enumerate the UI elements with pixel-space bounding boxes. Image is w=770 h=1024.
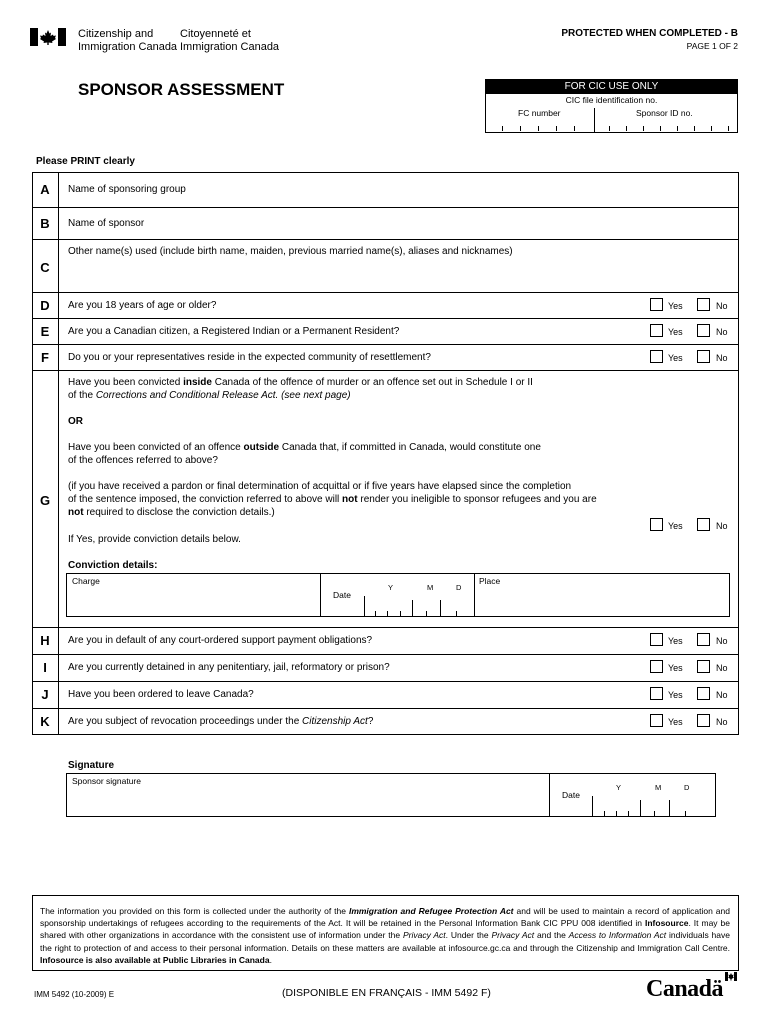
leave-yes-checkbox[interactable] (650, 687, 663, 700)
pardon-note-line1: (if you have received a pardon or final determination of acquittal or if five years have elapsed since the completion (68, 481, 572, 492)
residence-no-label: No (716, 353, 728, 363)
cic-file-id-label: CIC file identification no. (565, 95, 658, 105)
form-title: SPONSOR ASSESSMENT (78, 80, 285, 99)
support-yes-label: Yes (668, 636, 683, 646)
or-label: OR (68, 416, 83, 427)
cic-use-only-box (485, 79, 738, 133)
page-number: PAGE 1 OF 2 (686, 41, 738, 51)
status-yes-label: Yes (668, 327, 683, 337)
status-yes-checkbox[interactable] (650, 324, 663, 337)
department-name-en (78, 28, 177, 54)
conviction-inside-question-line2: of the Corrections and Conditional Release Act. (see next page) (68, 390, 351, 401)
section-letter-h: H (40, 633, 50, 648)
support-no-label: No (716, 636, 728, 646)
conviction-inside-question: Have you been convicted inside Canada of the offence of murder or an offence set out in Schedule I or II (68, 377, 533, 388)
residence-yes-checkbox[interactable] (650, 350, 663, 363)
detained-no-checkbox[interactable] (697, 660, 710, 673)
detained-no-label: No (716, 663, 728, 673)
age-question: Are you 18 years of age or older? (68, 300, 217, 311)
sponsor-name-label: Name of sponsor (68, 218, 145, 229)
section-letter-f: F (41, 350, 49, 365)
status-no-checkbox[interactable] (697, 324, 710, 337)
dept-fr-line1: Citoyenneté et (180, 28, 251, 40)
form-number: IMM 5492 (10-2009) E (34, 990, 115, 999)
conviction-date-input[interactable] (364, 596, 472, 616)
signature-date-m: M (655, 783, 662, 792)
age-no-checkbox[interactable] (697, 298, 710, 311)
letter-column-divider (58, 172, 59, 735)
sponsor-signature-label: Sponsor signature (72, 776, 141, 786)
signature-date-input[interactable] (592, 796, 702, 816)
leave-yes-label: Yes (668, 690, 683, 700)
if-yes-note: If Yes, provide conviction details below. (68, 534, 241, 545)
conviction-date-m: M (427, 583, 434, 592)
pardon-note-line3: not required to disclose the conviction details.) (68, 507, 275, 518)
residence-yes-label: Yes (668, 353, 683, 363)
conviction-date-label: Date (333, 590, 351, 600)
section-letter-e: E (40, 324, 50, 339)
support-yes-checkbox[interactable] (650, 633, 663, 646)
revocation-no-label: No (716, 717, 728, 727)
detained-yes-label: Yes (668, 663, 683, 673)
canada-flag-icon (30, 28, 66, 46)
wordmark-flag-icon (725, 972, 737, 981)
age-yes-checkbox[interactable] (650, 298, 663, 311)
signature-date-d: D (684, 783, 690, 792)
status-question: Are you a Canadian citizen, a Registered Indian or a Permanent Resident? (68, 326, 400, 337)
protected-label: PROTECTED WHEN COMPLETED - B (561, 28, 738, 39)
cic-use-only-heading: FOR CIC USE ONLY (486, 80, 737, 94)
leave-no-checkbox[interactable] (697, 687, 710, 700)
residence-question: Do you or your representatives reside in the expected community of resettlement? (68, 352, 431, 363)
support-no-checkbox[interactable] (697, 633, 710, 646)
signature-title: Signature (68, 760, 115, 771)
conviction-yes-checkbox[interactable] (650, 518, 663, 531)
detained-question: Are you currently detained in any penitentiary, jail, reformatory or prison? (68, 662, 390, 673)
signature-date-label: Date (562, 790, 580, 800)
dept-en-line1: Citizenship and (78, 28, 154, 40)
signature-date-y: Y (616, 783, 622, 792)
revocation-yes-label: Yes (668, 717, 683, 727)
sponsoring-group-input[interactable] (200, 176, 730, 204)
sponsor-name-input[interactable] (160, 210, 730, 236)
conviction-yes-label: Yes (668, 521, 683, 531)
canada-wordmark: Canadä (646, 976, 724, 1002)
conviction-date-y: Y (388, 583, 394, 592)
place-input[interactable] (476, 587, 728, 615)
leave-canada-question: Have you been ordered to leave Canada? (68, 689, 254, 700)
status-no-label: No (716, 327, 728, 337)
other-names-input[interactable] (68, 262, 728, 290)
dept-fr-line2: Immigration Canada (180, 41, 280, 53)
section-letter-g: G (39, 493, 51, 508)
section-letter-j: J (41, 687, 49, 702)
conviction-outside-question: Have you been convicted of an offence outside Canada that, if committed in Canada, would constitute one (68, 442, 541, 453)
section-letter-c: C (40, 260, 50, 275)
residence-no-checkbox[interactable] (697, 350, 710, 363)
french-available-note: (DISPONIBLE EN FRANÇAIS - IMM 5492 F) (282, 987, 491, 999)
cic-field-ticks[interactable] (485, 126, 738, 133)
print-clearly-note: Please PRINT clearly (36, 156, 135, 167)
conviction-outside-question-line2: of the offences referred to above? (68, 455, 218, 466)
sponsor-signature-input[interactable] (68, 787, 547, 815)
support-default-question: Are you in default of any court-ordered support payment obligations? (68, 635, 373, 646)
section-letter-a: A (40, 182, 50, 197)
revocation-no-checkbox[interactable] (697, 714, 710, 727)
sponsoring-group-label: Name of sponsoring group (68, 184, 186, 195)
pardon-note-line2: of the sentence imposed, the conviction referred to above will not render you ineligible to sponsor refugees and you are (68, 494, 597, 505)
charge-label: Charge (72, 576, 100, 586)
revocation-question: Are you subject of revocation proceedings under the Citizenship Act? (68, 716, 374, 727)
detained-yes-checkbox[interactable] (650, 660, 663, 673)
conviction-details-title: Conviction details: (68, 560, 158, 571)
age-no-label: No (716, 301, 728, 311)
section-letter-d: D (40, 298, 50, 313)
sponsor-id-label: Sponsor ID no. (636, 108, 693, 118)
dept-en-line2: Immigration Canada (78, 41, 178, 53)
conviction-no-checkbox[interactable] (697, 518, 710, 531)
department-name-fr (180, 28, 279, 54)
conviction-no-label: No (716, 521, 728, 531)
place-label: Place (479, 576, 501, 586)
age-yes-label: Yes (668, 301, 683, 311)
privacy-notice-text: The information you provided on this form is collected under the authority of the Immigration and Refugee Protection Act and will be used to maintain a record of application and sponsorship undertakings of refugees according to the requirements of the Act. It will be retained in the Personal Information Bank CIC PPU 008 identified in Infosource. It may be shared with other organizations in accordance with the consistent use of information under the Privacy Act. Under the Privacy Act and the Access to Information Act individuals have the right to protection of and access to their personal information. Details on these matters are available at infosource.gc.ca and through the Citizenship and Immigration Call Centre. Infosource is also available at Public Libraries in Canada. (40, 906, 730, 965)
fc-number-label: FC number (518, 108, 561, 118)
revocation-yes-checkbox[interactable] (650, 714, 663, 727)
section-letter-b: B (40, 216, 50, 231)
section-letter-k: K (40, 714, 50, 729)
conviction-date-d: D (456, 583, 462, 592)
charge-input[interactable] (68, 587, 318, 615)
section-letter-i: I (43, 660, 47, 675)
leave-no-label: No (716, 690, 728, 700)
other-names-label: Other name(s) used (include birth name, maiden, previous married name(s), aliases and nicknames) (68, 246, 513, 257)
